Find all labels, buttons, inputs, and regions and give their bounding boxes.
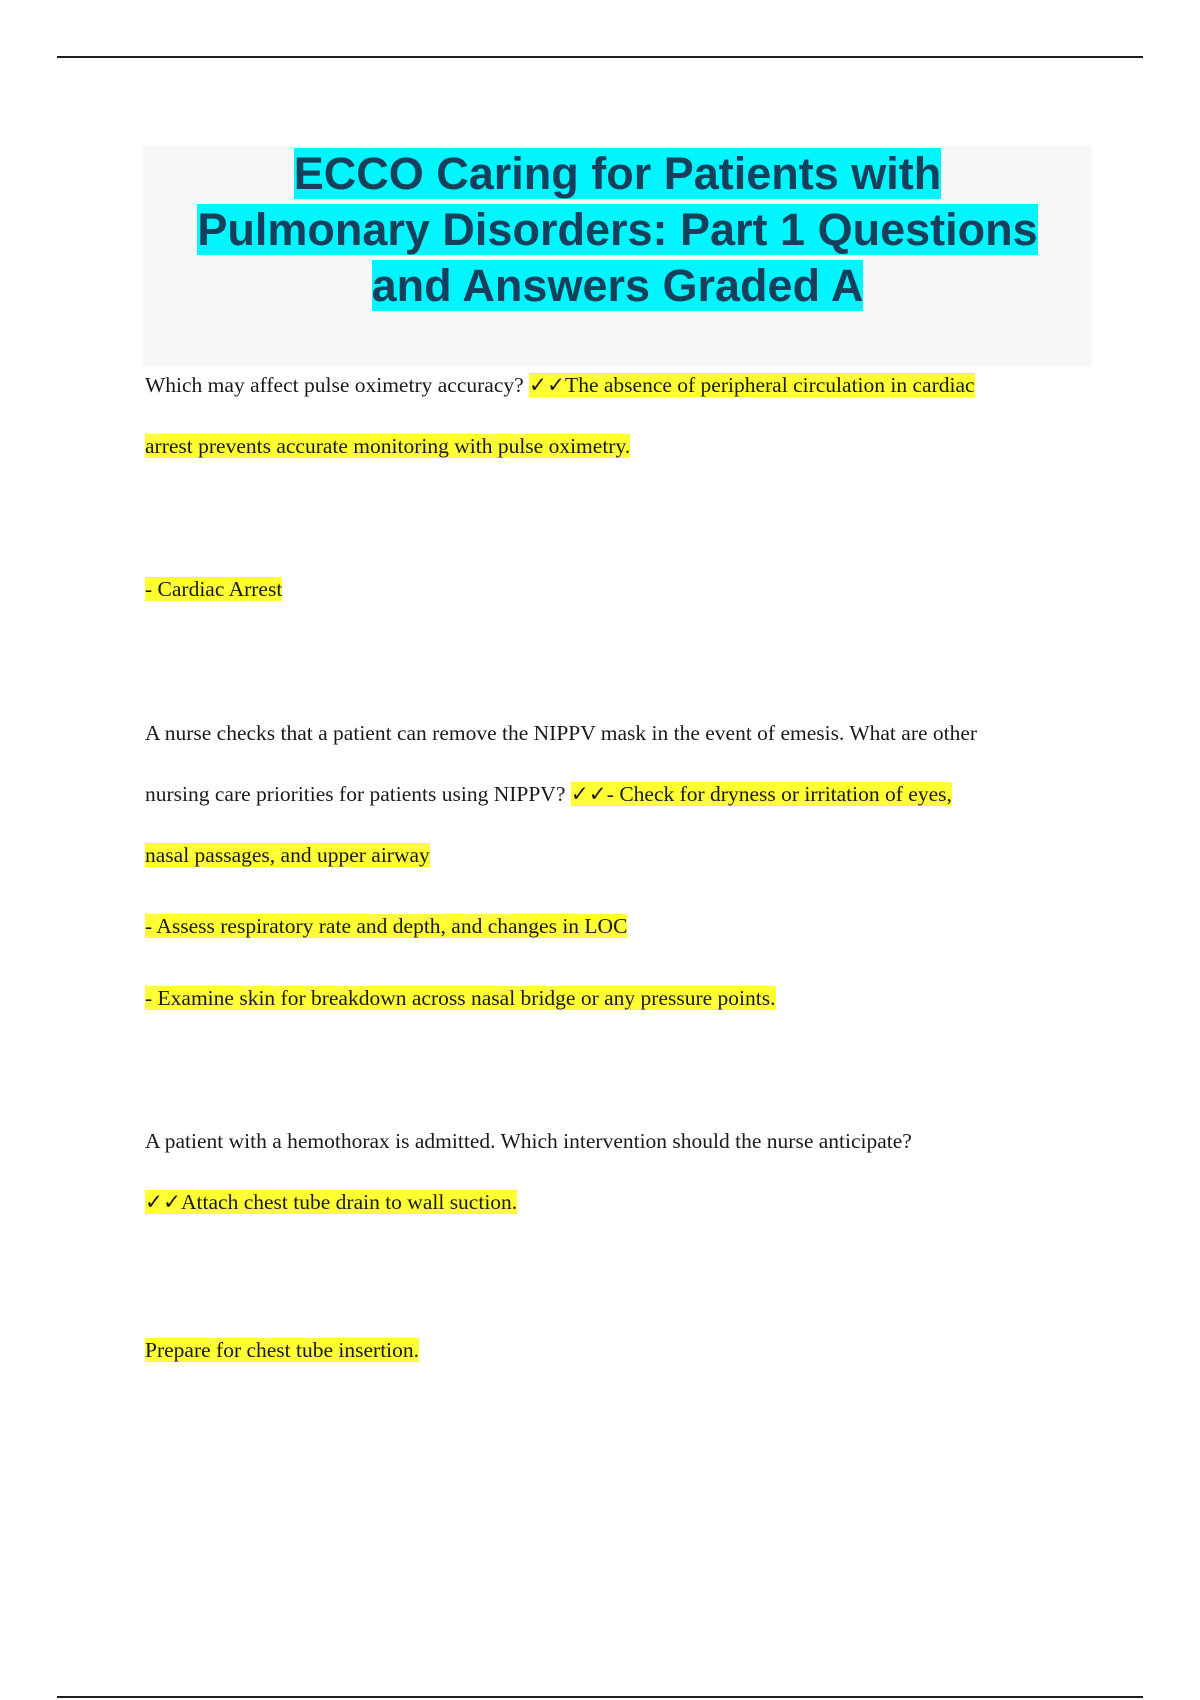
q2-answer-part-2: nasal passages, and upper airway (145, 843, 430, 867)
q3-line-3 (145, 1336, 419, 1364)
q2-line-3 (145, 841, 430, 869)
q2-answer-part-1: ✓✓- Check for dryness or irritation of eyes, (570, 782, 952, 806)
q3-question: A patient with a hemothorax is admitted. Which intervention should the nurse anticipate? (145, 1129, 912, 1153)
q1-line-2 (145, 432, 630, 460)
q2-line-5 (145, 984, 776, 1012)
title-line-1: ECCO Caring for Patients with (293, 148, 942, 199)
q3-answer-part-2: Prepare for chest tube insertion. (145, 1338, 420, 1362)
q1-question: Which may affect pulse oximetry accuracy? (145, 373, 524, 397)
title-line-2: Pulmonary Disorders: Part 1 Questions (197, 204, 1038, 255)
document-title (143, 146, 1092, 314)
q3-line-1 (145, 1127, 912, 1155)
q2-line-2 (145, 780, 952, 808)
q3-line-2 (145, 1188, 517, 1216)
q2-question-part-2: nursing care priorities for patients using NIPPV? (145, 782, 566, 806)
q1-answer-part-3: - Cardiac Arrest (145, 577, 283, 601)
q2-answer-part-3: - Assess respiratory rate and depth, and changes in LOC (145, 914, 628, 938)
q2-line-1 (145, 719, 977, 747)
q3-answer-part-1: ✓✓Attach chest tube drain to wall suction. (145, 1190, 518, 1214)
q2-answer-part-4: - Examine skin for breakdown across nasal bridge or any pressure points. (145, 986, 776, 1010)
q2-question-part-1: A nurse checks that a patient can remove the NIPPV mask in the event of emesis. What are other (145, 721, 978, 745)
q1-answer-part-1: ✓✓The absence of peripheral circulation in cardiac (529, 373, 975, 397)
top-rule (57, 56, 1143, 58)
q2-line-4 (145, 912, 627, 940)
title-line-3: and Answers Graded A (371, 260, 864, 311)
q1-line-3 (145, 575, 282, 603)
q1-answer-part-2: arrest prevents accurate monitoring with pulse oximetry. (145, 434, 631, 458)
title-block (143, 146, 1092, 366)
bottom-rule (57, 1696, 1143, 1698)
q1-line-1 (145, 371, 975, 399)
